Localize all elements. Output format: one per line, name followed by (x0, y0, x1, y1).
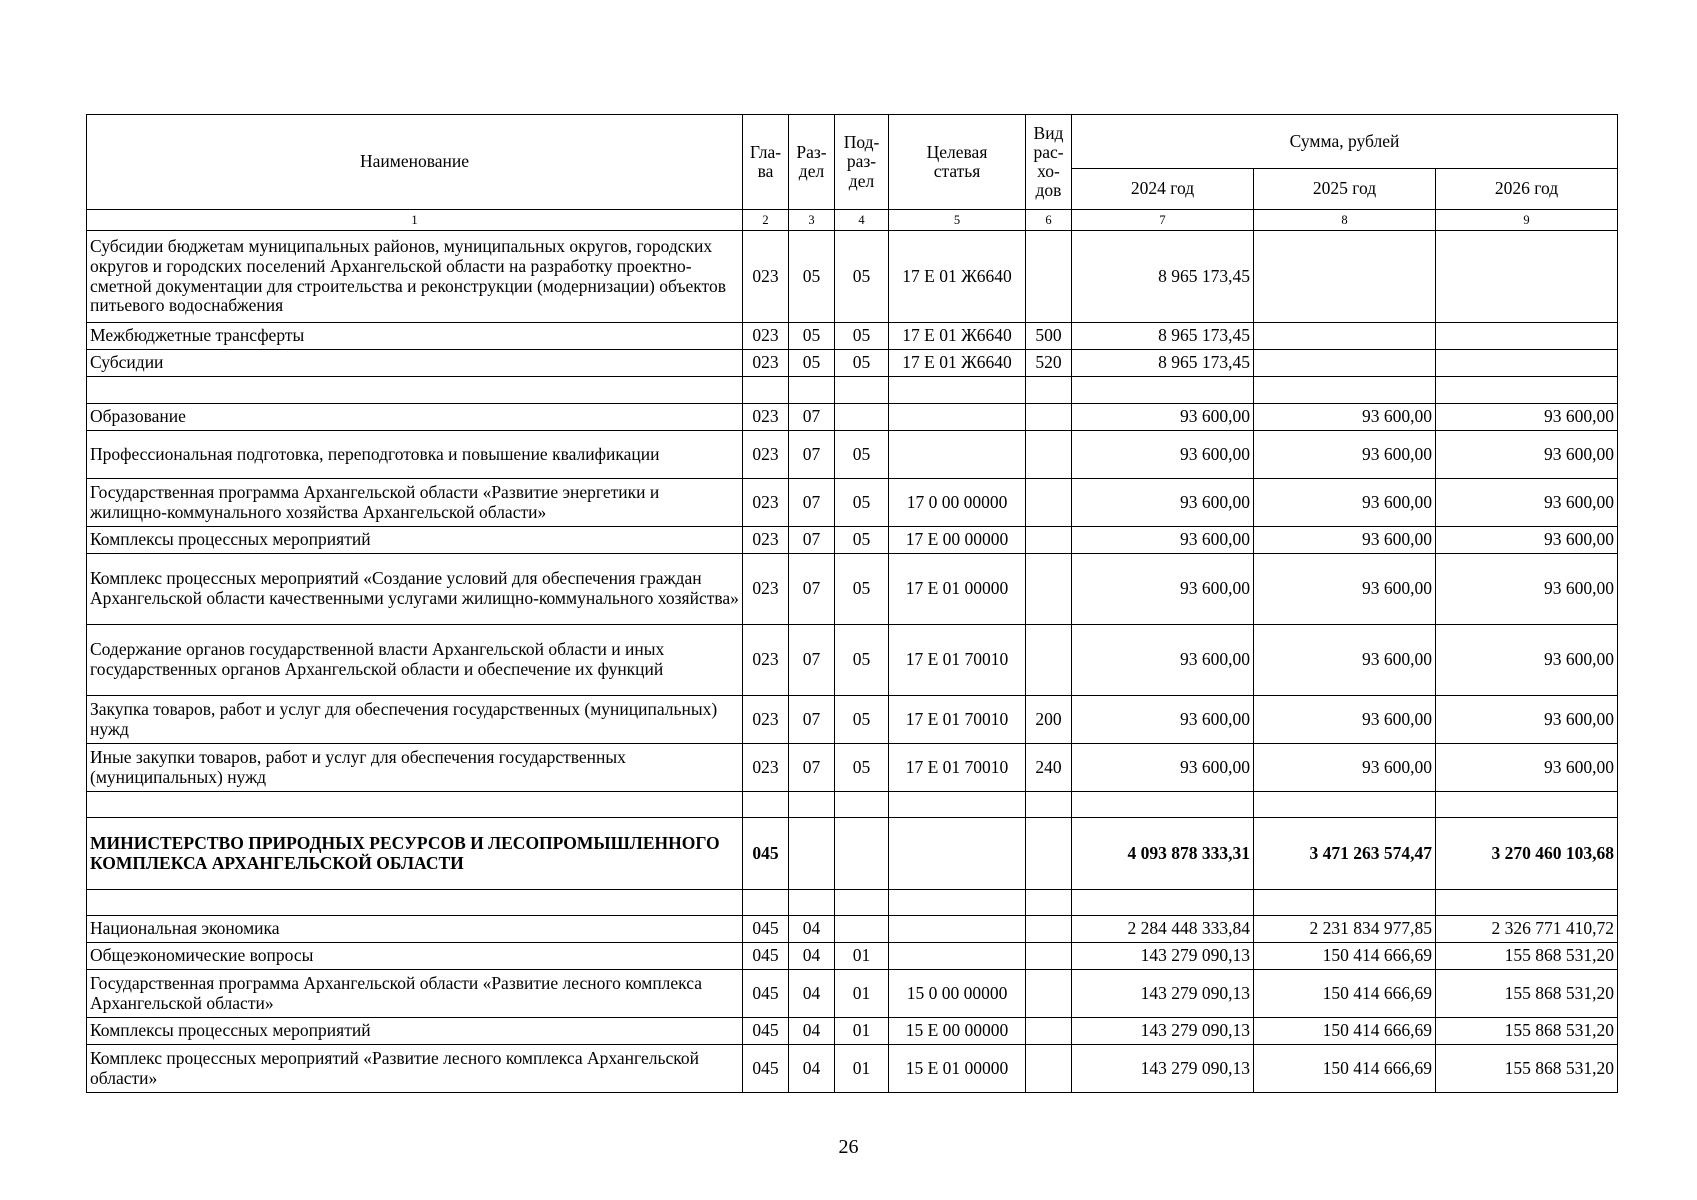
row-section-cell: 05 (789, 231, 835, 323)
row-amount-2024-cell: 8 965 173,45 (1072, 350, 1254, 377)
header-sum: Сумма, рублей (1072, 115, 1618, 169)
row-amount-2024-cell: 2 284 448 333,84 (1072, 916, 1254, 943)
row-target-cell: 17 Е 01 70010 (889, 744, 1026, 792)
empty-spacer-row (87, 377, 1618, 404)
row-chapter-cell: 023 (743, 744, 789, 792)
table-row (87, 527, 1618, 554)
row-amount-2025-cell: 150 414 666,69 (1254, 970, 1436, 1018)
row-amount-2025-cell (1254, 323, 1436, 350)
row-name-cell: Межбюджетные трансферты (87, 323, 743, 350)
row-amount-2024-cell: 93 600,00 (1072, 479, 1254, 527)
row-amount-2026-cell: 93 600,00 (1436, 554, 1618, 625)
table-row (87, 943, 1618, 970)
row-amount-2025-cell: 3 471 263 574,47 (1254, 818, 1436, 890)
header-year-2025: 2025 год (1254, 169, 1436, 210)
row-name-cell: Субсидии (87, 350, 743, 377)
row-section-cell: 07 (789, 744, 835, 792)
row-amount-2026-cell (1436, 890, 1618, 916)
row-subsection-cell: 05 (835, 527, 889, 554)
row-amount-2024-cell: 8 965 173,45 (1072, 231, 1254, 323)
row-expense-type-cell (1026, 527, 1072, 554)
row-expense-type-cell: 500 (1026, 323, 1072, 350)
row-section-cell: 07 (789, 404, 835, 431)
row-name-cell: Общеэкономические вопросы (87, 943, 743, 970)
row-expense-type-cell (1026, 431, 1072, 479)
table-row (87, 916, 1618, 943)
table-row (87, 1045, 1618, 1093)
row-amount-2026-cell: 93 600,00 (1436, 744, 1618, 792)
row-chapter-cell (743, 890, 789, 916)
row-amount-2026-cell: 93 600,00 (1436, 404, 1618, 431)
row-section-cell: 07 (789, 625, 835, 696)
row-amount-2026-cell: 155 868 531,20 (1436, 970, 1618, 1018)
row-target-cell: 17 Е 01 70010 (889, 625, 1026, 696)
row-target-cell: 15 0 00 00000 (889, 970, 1026, 1018)
column-number: 1 (87, 210, 743, 231)
row-amount-2026-cell (1436, 323, 1618, 350)
row-amount-2024-cell: 143 279 090,13 (1072, 1045, 1254, 1093)
column-number: 5 (889, 210, 1026, 231)
row-chapter-cell: 045 (743, 916, 789, 943)
row-chapter-cell: 023 (743, 527, 789, 554)
table-row (87, 350, 1618, 377)
header-year-2024: 2024 год (1072, 169, 1254, 210)
table-row (87, 554, 1618, 625)
row-amount-2024-cell: 4 093 878 333,31 (1072, 818, 1254, 890)
row-section-cell: 04 (789, 1018, 835, 1045)
row-subsection-cell: 01 (835, 1045, 889, 1093)
row-section-cell: 04 (789, 1045, 835, 1093)
row-section-cell: 07 (789, 479, 835, 527)
row-section-cell: 07 (789, 554, 835, 625)
row-subsection-cell: 05 (835, 696, 889, 744)
row-amount-2024-cell: 93 600,00 (1072, 404, 1254, 431)
row-amount-2024-cell: 93 600,00 (1072, 554, 1254, 625)
row-amount-2024-cell: 93 600,00 (1072, 625, 1254, 696)
row-amount-2024-cell: 93 600,00 (1072, 431, 1254, 479)
table-row (87, 625, 1618, 696)
row-subsection-cell: 05 (835, 479, 889, 527)
row-amount-2026-cell: 155 868 531,20 (1436, 943, 1618, 970)
row-target-cell (889, 818, 1026, 890)
row-section-cell: 07 (789, 696, 835, 744)
row-name-cell: Комплекс процессных мероприятий «Развитие лесного комплекса Архангельской области» (87, 1045, 743, 1093)
row-name-cell: Иные закупки товаров, работ и услуг для обеспечения государственных (муниципальных) нужд (87, 744, 743, 792)
row-section-cell: 04 (789, 970, 835, 1018)
row-amount-2025-cell: 150 414 666,69 (1254, 943, 1436, 970)
column-number: 4 (835, 210, 889, 231)
row-subsection-cell: 05 (835, 231, 889, 323)
row-name-cell: Комплексы процессных мероприятий (87, 527, 743, 554)
header-chapter: Гла- ва (743, 115, 789, 210)
row-amount-2026-cell (1436, 377, 1618, 404)
row-amount-2024-cell: 143 279 090,13 (1072, 943, 1254, 970)
row-amount-2026-cell: 93 600,00 (1436, 625, 1618, 696)
row-chapter-cell: 045 (743, 970, 789, 1018)
row-expense-type-cell (1026, 970, 1072, 1018)
row-section-cell: 07 (789, 431, 835, 479)
row-amount-2025-cell (1254, 792, 1436, 818)
row-target-cell (889, 890, 1026, 916)
row-subsection-cell (835, 377, 889, 404)
row-expense-type-cell (1026, 1045, 1072, 1093)
header-subsection: Под- раз- дел (835, 115, 889, 210)
table-row (87, 1018, 1618, 1045)
row-name-cell: Содержание органов государственной власти Архангельской области и иных государственных органов Архангельской области и обеспечение их функций (87, 625, 743, 696)
row-chapter-cell (743, 377, 789, 404)
row-subsection-cell (835, 890, 889, 916)
row-amount-2025-cell (1254, 231, 1436, 323)
table-row (87, 696, 1618, 744)
row-target-cell: 17 Е 00 00000 (889, 527, 1026, 554)
row-target-cell: 17 Е 01 00000 (889, 554, 1026, 625)
row-chapter-cell: 023 (743, 404, 789, 431)
row-chapter-cell: 023 (743, 350, 789, 377)
row-chapter-cell: 045 (743, 818, 789, 890)
row-name-cell (87, 890, 743, 916)
row-amount-2025-cell: 93 600,00 (1254, 431, 1436, 479)
row-name-cell: Комплекс процессных мероприятий «Создание условий для обеспечения граждан Архангельской области качественными услугами жилищно-коммунального хозяйства» (87, 554, 743, 625)
table-row (87, 818, 1618, 890)
header-name: Наименование (87, 115, 743, 210)
row-target-cell: 17 Е 01 Ж6640 (889, 231, 1026, 323)
empty-spacer-row (87, 792, 1618, 818)
row-subsection-cell: 01 (835, 943, 889, 970)
row-name-cell: МИНИСТЕРСТВО ПРИРОДНЫХ РЕСУРСОВ И ЛЕСОПРОМЫШЛЕННОГО КОМПЛЕКСА АРХАНГЕЛЬСКОЙ ОБЛАСТИ (87, 818, 743, 890)
row-amount-2025-cell (1254, 350, 1436, 377)
table-row (87, 479, 1618, 527)
row-target-cell (889, 943, 1026, 970)
row-subsection-cell (835, 916, 889, 943)
row-section-cell: 04 (789, 916, 835, 943)
row-section-cell: 07 (789, 527, 835, 554)
row-section-cell: 05 (789, 350, 835, 377)
row-chapter-cell: 023 (743, 554, 789, 625)
header-year-2026: 2026 год (1436, 169, 1618, 210)
row-amount-2026-cell: 93 600,00 (1436, 431, 1618, 479)
row-section-cell (789, 818, 835, 890)
row-subsection-cell: 01 (835, 970, 889, 1018)
row-chapter-cell: 023 (743, 231, 789, 323)
row-target-cell: 17 0 00 00000 (889, 479, 1026, 527)
row-target-cell: 15 Е 00 00000 (889, 1018, 1026, 1045)
row-amount-2026-cell: 3 270 460 103,68 (1436, 818, 1618, 890)
row-expense-type-cell (1026, 792, 1072, 818)
row-amount-2025-cell: 150 414 666,69 (1254, 1018, 1436, 1045)
row-target-cell: 15 Е 01 00000 (889, 1045, 1026, 1093)
row-amount-2026-cell: 93 600,00 (1436, 527, 1618, 554)
row-subsection-cell: 05 (835, 431, 889, 479)
table-body (87, 231, 1618, 1093)
row-amount-2024-cell: 93 600,00 (1072, 744, 1254, 792)
row-name-cell: Субсидии бюджетам муниципальных районов, муниципальных округов, городских округов и городских поселений Архангельской области на разработку проектно-сметной документации для строительства и реконструкции (модернизации) объектов питьевого водоснабжения (87, 231, 743, 323)
row-section-cell: 05 (789, 323, 835, 350)
row-subsection-cell: 01 (835, 1018, 889, 1045)
row-expense-type-cell (1026, 404, 1072, 431)
row-target-cell: 17 Е 01 Ж6640 (889, 350, 1026, 377)
table-row (87, 231, 1618, 323)
row-amount-2024-cell: 93 600,00 (1072, 527, 1254, 554)
row-amount-2026-cell (1436, 792, 1618, 818)
row-name-cell: Закупка товаров, работ и услуг для обеспечения государственных (муниципальных) нужд (87, 696, 743, 744)
column-number: 3 (789, 210, 835, 231)
row-expense-type-cell (1026, 1018, 1072, 1045)
row-target-cell (889, 431, 1026, 479)
header-target-item: Целевая статья (889, 115, 1026, 210)
row-name-cell: Государственная программа Архангельской области «Развитие энергетики и жилищно-коммунального хозяйства Архангельской области» (87, 479, 743, 527)
column-number: 7 (1072, 210, 1254, 231)
row-subsection-cell: 05 (835, 350, 889, 377)
header-section: Раз- дел (789, 115, 835, 210)
row-expense-type-cell: 200 (1026, 696, 1072, 744)
row-name-cell: Образование (87, 404, 743, 431)
row-section-cell (789, 890, 835, 916)
row-expense-type-cell: 520 (1026, 350, 1072, 377)
row-amount-2026-cell (1436, 231, 1618, 323)
row-amount-2025-cell: 93 600,00 (1254, 527, 1436, 554)
row-amount-2025-cell (1254, 890, 1436, 916)
row-expense-type-cell (1026, 554, 1072, 625)
row-chapter-cell (743, 792, 789, 818)
row-chapter-cell: 045 (743, 943, 789, 970)
row-target-cell (889, 404, 1026, 431)
row-amount-2025-cell: 93 600,00 (1254, 744, 1436, 792)
column-number: 2 (743, 210, 789, 231)
row-amount-2024-cell (1072, 890, 1254, 916)
row-amount-2026-cell: 93 600,00 (1436, 479, 1618, 527)
column-number-row (87, 210, 1618, 231)
row-amount-2025-cell (1254, 377, 1436, 404)
row-target-cell (889, 377, 1026, 404)
table-row (87, 744, 1618, 792)
row-amount-2026-cell: 2 326 771 410,72 (1436, 916, 1618, 943)
budget-table (86, 114, 1618, 1093)
row-amount-2025-cell: 93 600,00 (1254, 554, 1436, 625)
page-number: 26 (838, 1136, 859, 1158)
row-chapter-cell: 023 (743, 479, 789, 527)
row-section-cell: 04 (789, 943, 835, 970)
row-amount-2026-cell: 155 868 531,20 (1436, 1018, 1618, 1045)
row-section-cell (789, 377, 835, 404)
row-amount-2024-cell: 143 279 090,13 (1072, 1018, 1254, 1045)
row-amount-2025-cell: 150 414 666,69 (1254, 1045, 1436, 1093)
row-subsection-cell: 05 (835, 323, 889, 350)
row-chapter-cell: 023 (743, 431, 789, 479)
row-subsection-cell: 05 (835, 744, 889, 792)
row-subsection-cell (835, 792, 889, 818)
row-amount-2025-cell: 2 231 834 977,85 (1254, 916, 1436, 943)
row-expense-type-cell (1026, 916, 1072, 943)
row-target-cell: 17 Е 01 70010 (889, 696, 1026, 744)
row-chapter-cell: 023 (743, 625, 789, 696)
table-row (87, 323, 1618, 350)
row-name-cell: Национальная экономика (87, 916, 743, 943)
row-name-cell: Профессиональная подготовка, переподготовка и повышение квалификации (87, 431, 743, 479)
row-target-cell: 17 Е 01 Ж6640 (889, 323, 1026, 350)
row-subsection-cell: 05 (835, 625, 889, 696)
row-section-cell (789, 792, 835, 818)
row-target-cell (889, 916, 1026, 943)
row-amount-2025-cell: 93 600,00 (1254, 696, 1436, 744)
row-expense-type-cell (1026, 479, 1072, 527)
row-expense-type-cell (1026, 890, 1072, 916)
row-expense-type-cell (1026, 818, 1072, 890)
row-expense-type-cell (1026, 377, 1072, 404)
row-subsection-cell (835, 404, 889, 431)
row-amount-2026-cell: 93 600,00 (1436, 696, 1618, 744)
row-expense-type-cell (1026, 943, 1072, 970)
row-name-cell (87, 792, 743, 818)
row-chapter-cell: 023 (743, 323, 789, 350)
row-name-cell (87, 377, 743, 404)
row-name-cell: Комплексы процессных мероприятий (87, 1018, 743, 1045)
row-amount-2026-cell (1436, 350, 1618, 377)
row-chapter-cell: 023 (743, 696, 789, 744)
column-number: 9 (1436, 210, 1618, 231)
row-expense-type-cell (1026, 231, 1072, 323)
row-amount-2026-cell: 155 868 531,20 (1436, 1045, 1618, 1093)
row-amount-2025-cell: 93 600,00 (1254, 404, 1436, 431)
row-amount-2024-cell: 143 279 090,13 (1072, 970, 1254, 1018)
row-expense-type-cell (1026, 625, 1072, 696)
empty-spacer-row (87, 890, 1618, 916)
row-subsection-cell (835, 818, 889, 890)
table-row (87, 404, 1618, 431)
row-amount-2025-cell: 93 600,00 (1254, 625, 1436, 696)
column-number: 8 (1254, 210, 1436, 231)
row-amount-2024-cell: 8 965 173,45 (1072, 323, 1254, 350)
row-amount-2024-cell (1072, 377, 1254, 404)
header-expense-type: Вид рас- хо- дов (1026, 115, 1072, 210)
row-name-cell: Государственная программа Архангельской области «Развитие лесного комплекса Архангельской области» (87, 970, 743, 1018)
table-row (87, 431, 1618, 479)
row-expense-type-cell: 240 (1026, 744, 1072, 792)
row-chapter-cell: 045 (743, 1018, 789, 1045)
column-number: 6 (1026, 210, 1072, 231)
row-amount-2024-cell (1072, 792, 1254, 818)
row-subsection-cell: 05 (835, 554, 889, 625)
row-amount-2024-cell: 93 600,00 (1072, 696, 1254, 744)
row-chapter-cell: 045 (743, 1045, 789, 1093)
row-amount-2025-cell: 93 600,00 (1254, 479, 1436, 527)
table-row (87, 970, 1618, 1018)
row-target-cell (889, 792, 1026, 818)
